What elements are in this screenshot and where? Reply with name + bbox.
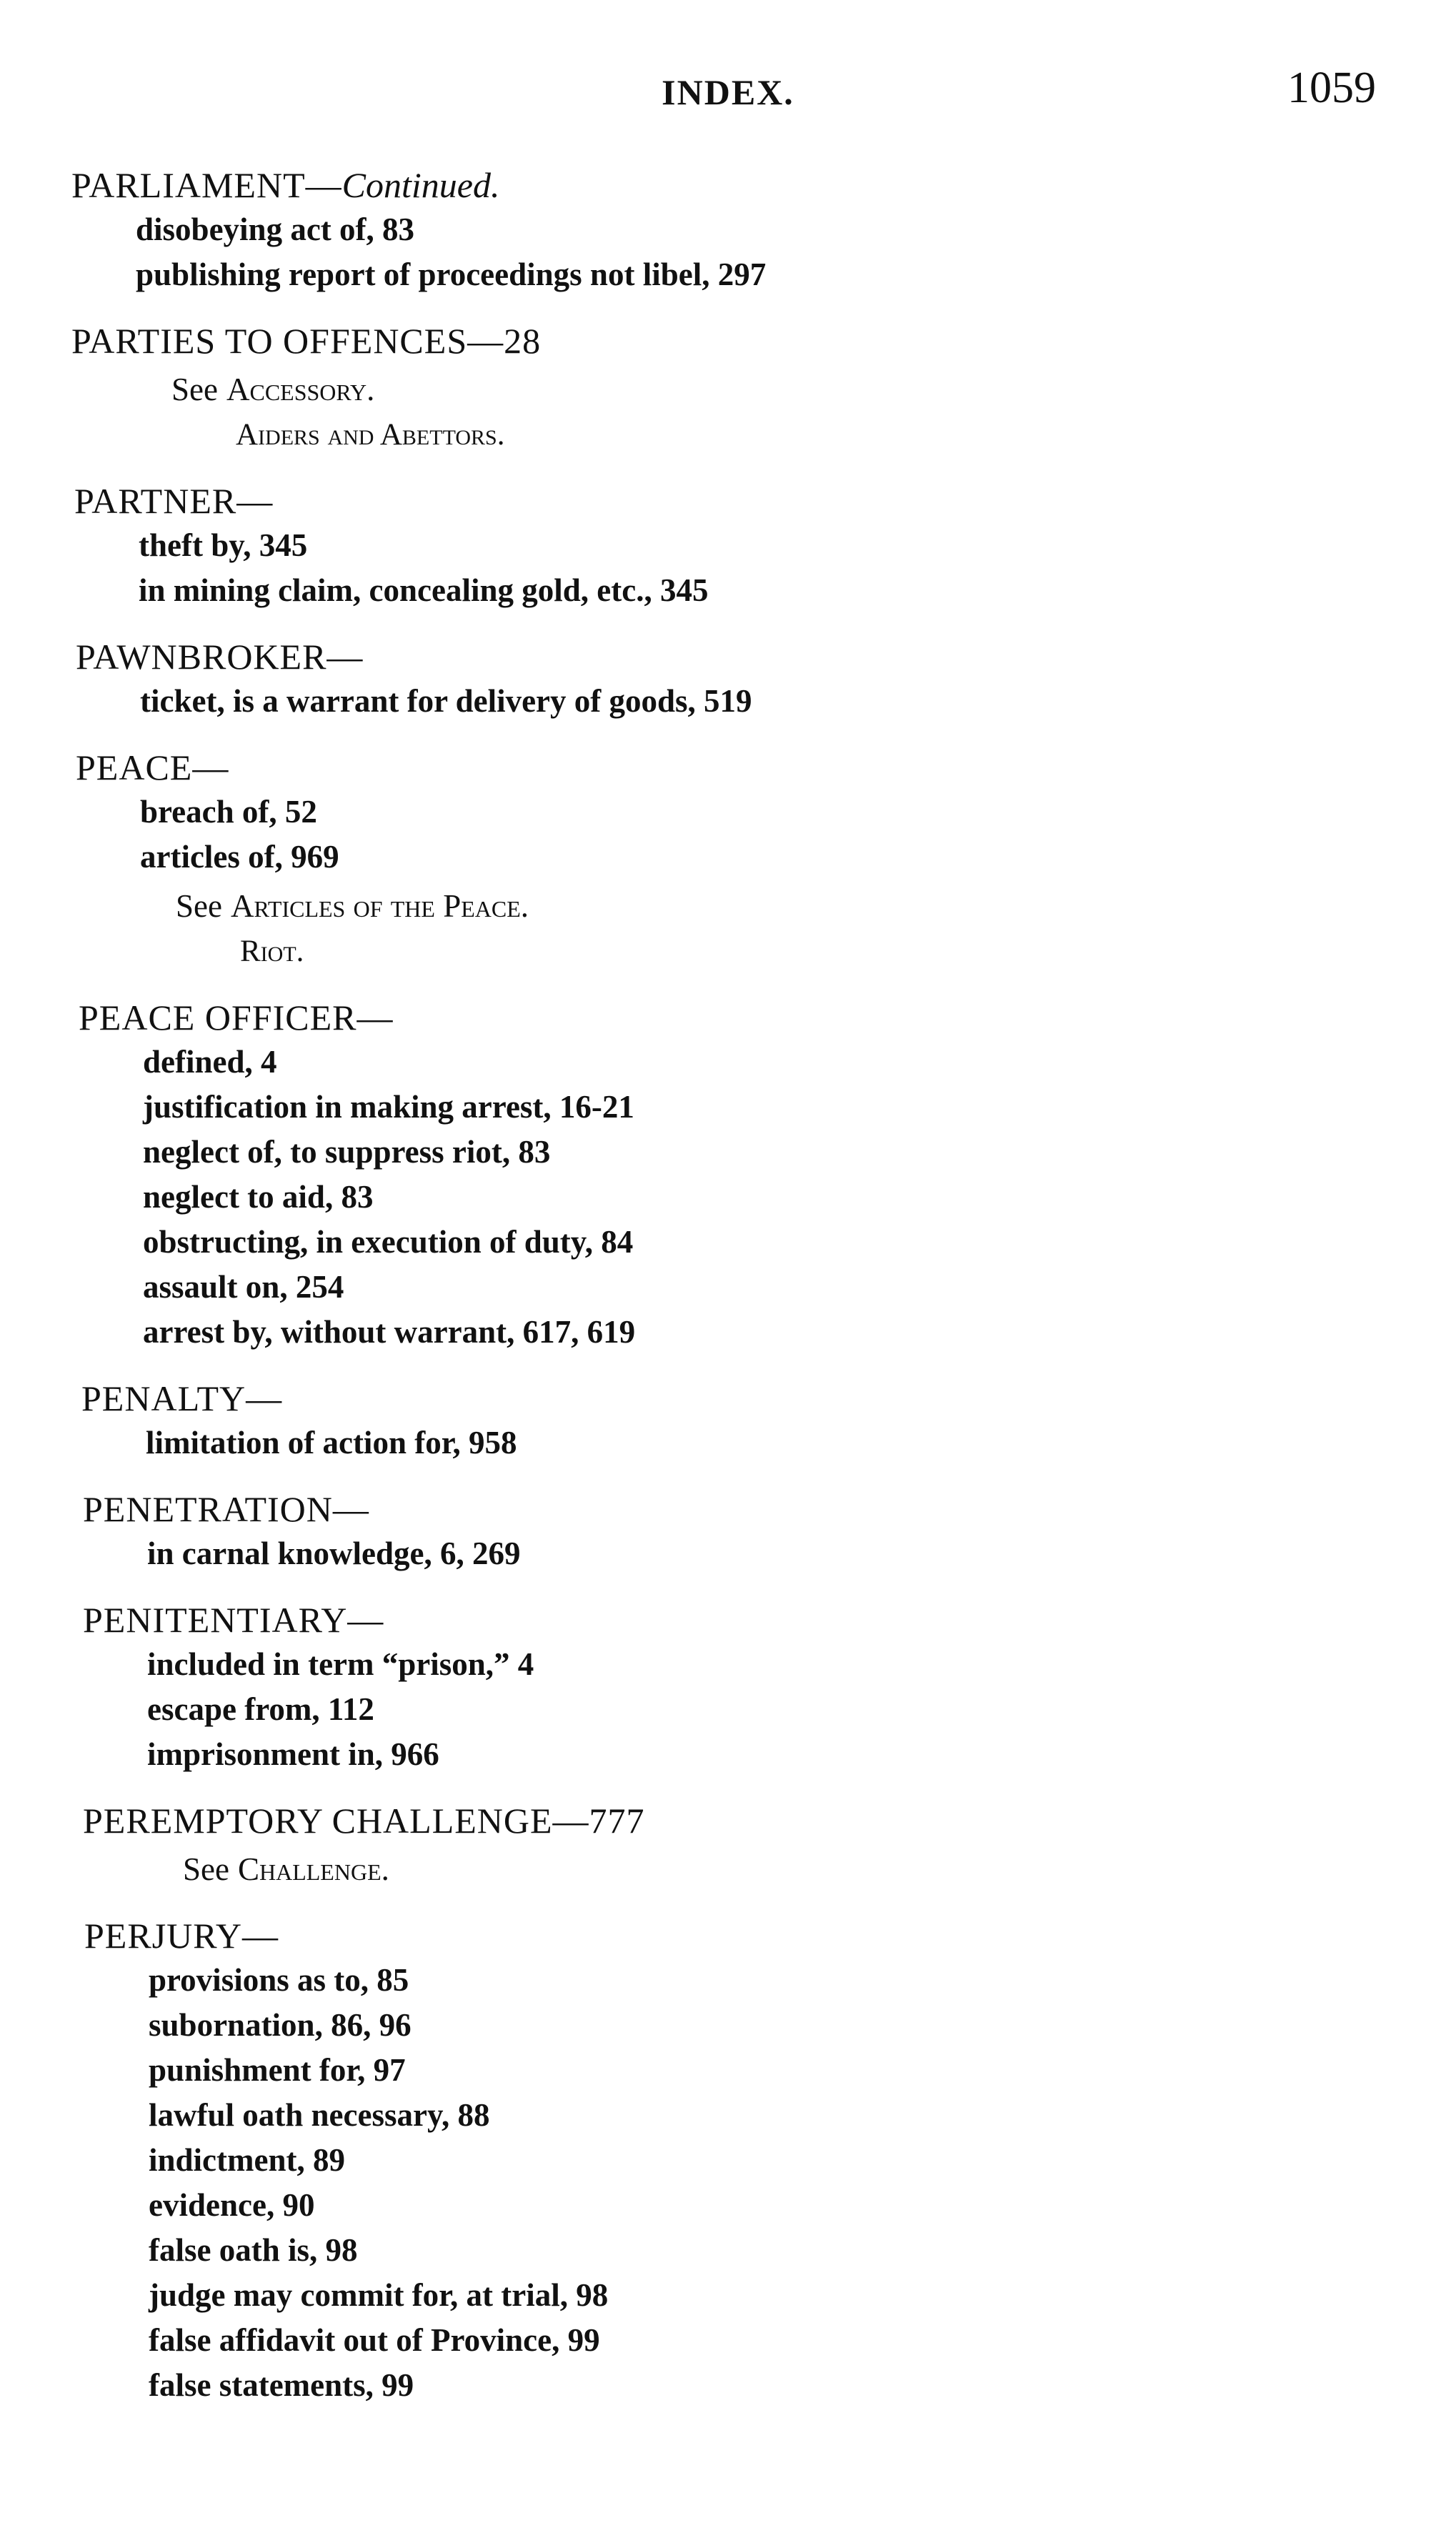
heading-text: PAWNBROKER— — [76, 637, 364, 677]
heading-text: PENETRATION— — [83, 1489, 369, 1529]
index-entry-perjury — [84, 1914, 1400, 2408]
page-title: INDEX. — [662, 72, 794, 112]
index-heading — [76, 745, 1400, 790]
sub-entry: evidence, 90 — [149, 2187, 315, 2223]
see-reference: Articles of the Peace. — [230, 888, 529, 924]
heading-text: PARLIAMENT— — [71, 165, 342, 205]
sub-entry: breach of, 52 — [140, 794, 317, 830]
sub-entry: provisions as to, 85 — [149, 1962, 409, 1998]
sub-entry: articles of, 969 — [140, 839, 339, 875]
sub-entry: imprisonment in, 966 — [147, 1736, 439, 1772]
heading-text: PARTIES TO OFFENCES—28 — [71, 321, 542, 361]
index-entry-peace-officer — [79, 995, 1400, 1355]
heading-text: PENALTY— — [81, 1378, 283, 1418]
sub-entry: judge may commit for, at trial, 98 — [149, 2277, 609, 2313]
cross-reference — [76, 884, 1400, 929]
cross-reference — [76, 929, 1400, 974]
heading-text: PARTNER— — [74, 481, 274, 521]
index-heading — [83, 1598, 1400, 1642]
heading-text: PENITENTIARY— — [83, 1600, 384, 1640]
sub-entry: false statements, 99 — [149, 2367, 414, 2403]
index-heading — [81, 1376, 1400, 1420]
index-entry-parliament — [71, 163, 1400, 297]
sub-entry: defined, 4 — [143, 1044, 277, 1080]
sub-entry: ticket, is a warrant for delivery of goods, 519 — [140, 683, 752, 719]
see-reference: Aiders and Abettors. — [236, 418, 505, 452]
index-entry-peremptory — [83, 1798, 1400, 1892]
sub-entry: subornation, 86, 96 — [149, 2007, 412, 2043]
index-heading — [74, 479, 1400, 523]
see-label: See — [183, 1851, 229, 1887]
index-body — [71, 163, 1400, 2429]
continued-label: Continued. — [341, 165, 500, 205]
index-entry-peace — [76, 745, 1400, 974]
see-label: See — [176, 888, 222, 924]
heading-text: PEACE OFFICER— — [79, 997, 394, 1037]
see-reference: Accessory. — [226, 372, 375, 407]
index-heading — [76, 635, 1400, 679]
sub-entry: neglect to aid, 83 — [143, 1179, 374, 1215]
sub-entry: neglect of, to suppress riot, 83 — [143, 1134, 551, 1170]
index-entry-parties — [71, 319, 1400, 457]
heading-text: PEREMPTORY CHALLENGE—777 — [83, 1801, 645, 1841]
sub-entry: false affidavit out of Province, 99 — [149, 2322, 600, 2358]
index-entry-penetration — [83, 1487, 1400, 1576]
index-entry-partner — [74, 479, 1400, 613]
sub-entry: included in term “prison,” 4 — [147, 1646, 534, 1682]
page-number: 1059 — [1287, 64, 1376, 112]
see-reference: Challenge. — [237, 1851, 389, 1887]
index-heading — [83, 1798, 1400, 1843]
sub-entry: escape from, 112 — [147, 1691, 374, 1727]
sub-entry: assault on, 254 — [143, 1269, 344, 1305]
sub-entry: arrest by, without warrant, 617, 619 — [143, 1314, 636, 1350]
cross-reference — [71, 367, 1400, 412]
sub-entry: in carnal knowledge, 6, 269 — [147, 1536, 521, 1571]
index-heading — [83, 1487, 1400, 1531]
index-heading — [71, 319, 1400, 363]
index-entry-penalty — [81, 1376, 1400, 1465]
heading-text: PEACE— — [76, 747, 229, 787]
see-reference: Riot. — [240, 935, 304, 968]
sub-entry: false oath is, 98 — [149, 2232, 358, 2268]
sub-entry: lawful oath necessary, 88 — [149, 2097, 490, 2133]
sub-entry: limitation of action for, 958 — [146, 1425, 517, 1460]
sub-entry: publishing report of proceedings not libel, 297 — [136, 257, 767, 292]
index-heading — [84, 1914, 1400, 1958]
heading-text: PERJURY— — [84, 1916, 279, 1956]
running-head — [0, 63, 1456, 120]
sub-entry: punishment for, 97 — [149, 2052, 406, 2088]
sub-entry: disobeying act of, 83 — [136, 212, 415, 247]
index-heading — [71, 163, 1400, 207]
see-label: See — [171, 372, 218, 407]
cross-reference — [71, 412, 1400, 457]
index-entry-pawnbroker — [76, 635, 1400, 724]
sub-entry: indictment, 89 — [149, 2142, 345, 2178]
sub-entry: justification in making arrest, 16-21 — [143, 1089, 634, 1125]
sub-entry: obstructing, in execution of duty, 84 — [143, 1224, 634, 1260]
index-entry-penitentiary — [83, 1598, 1400, 1777]
sub-entry: in mining claim, concealing gold, etc., 345 — [139, 572, 709, 608]
index-heading — [79, 995, 1400, 1040]
sub-entry: theft by, 345 — [139, 527, 308, 563]
cross-reference — [83, 1847, 1400, 1892]
